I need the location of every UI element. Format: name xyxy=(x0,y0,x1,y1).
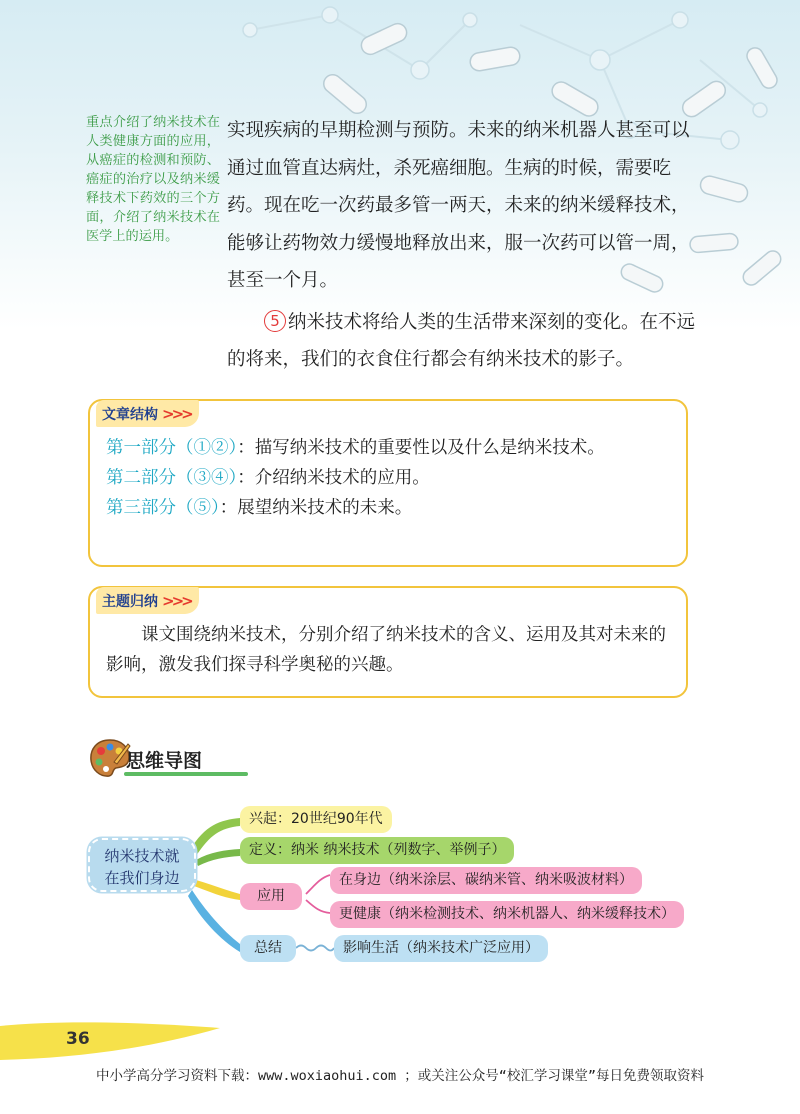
paragraph-4-end: 实现疾病的早期检测与预防。未来的纳米机器人甚至可以通过血管直达病灶，杀死癌细胞。生病的时候，需要吃药。现在吃一次药最多管一两天，未来的纳米缓释技术，能够让药物效力缓慢地释放出来，服一次药可以管一周，甚至一个月。 xyxy=(227,120,690,291)
structure-content xyxy=(106,433,676,523)
mind-map xyxy=(0,790,800,980)
mindmap-header xyxy=(88,736,258,780)
page-number: 36 xyxy=(66,1029,90,1049)
node-healthier: 更健康（纳米检测技术、纳米机器人、纳米缓释技术） xyxy=(330,901,684,928)
node-around-us: 在身边（纳米涂层、碳纳米管、纳米吸波材料） xyxy=(330,867,642,894)
structure-title: 文章结构 xyxy=(102,406,158,423)
structure-part-2 xyxy=(106,463,676,493)
part-1-label: 第一部分（①②） xyxy=(106,438,238,458)
node-summary: 总结 xyxy=(240,935,296,962)
paragraph-5 xyxy=(227,304,697,379)
article-structure-box xyxy=(88,399,688,567)
margin-annotation: 重点介绍了纳米技术在人类健康方面的应用，从癌症的检测和预防、癌症的治疗以及纳米缓释技术下药效的三个方面，介绍了纳米技术在医学上的运用。 xyxy=(86,115,220,244)
theme-text: 课文围绕纳米技术，分别介绍了纳米技术的含义、运用及其对未来的影响，激发我们探寻科学奥秘的兴趣。 xyxy=(106,625,666,675)
theme-summary-box xyxy=(88,586,688,698)
structure-tab xyxy=(96,400,199,427)
part-3-text: ：展望纳米技术的未来。 xyxy=(219,498,413,518)
paragraph-number-5: 5 xyxy=(264,310,286,332)
part-1-text: ：描写纳米技术的重要性以及什么是纳米技术。 xyxy=(237,438,605,458)
theme-tab xyxy=(96,587,199,614)
footer-note: 中小学高分学习资料下载：www.woxiaohui.com ；或关注公众号“校汇学习课堂”每日免费领取资料 xyxy=(95,1068,705,1084)
part-3-label: 第三部分（⑤） xyxy=(106,498,220,518)
triple-chevron-icon: >>> xyxy=(162,404,191,423)
triple-chevron-icon: >>> xyxy=(162,591,191,610)
page-number-band xyxy=(0,1018,240,1062)
mindmap-title: 思维导图 xyxy=(126,750,203,772)
part-2-label: 第二部分（③④） xyxy=(106,468,238,488)
structure-part-1 xyxy=(106,433,676,463)
center-line-1: 纳米技术就 xyxy=(104,847,180,865)
node-definition: 定义：纳米 纳米技术（列数字、举例子） xyxy=(240,837,514,864)
mindmap-center-node xyxy=(88,838,196,892)
node-influence: 影响生活（纳米技术广泛应用） xyxy=(334,935,548,962)
structure-part-3 xyxy=(106,493,676,523)
part-2-text: ：介绍纳米技术的应用。 xyxy=(237,468,430,488)
paragraph-5-text: 纳米技术将给人类的生活带来深刻的变化。在不远的将来，我们的衣食住行都会有纳米技术的影子。 xyxy=(227,311,696,370)
center-line-2: 在我们身边 xyxy=(104,869,180,887)
body-text xyxy=(227,112,697,379)
node-rise: 兴起：20世纪90年代 xyxy=(240,806,392,833)
node-application: 应用 xyxy=(240,883,302,910)
theme-title: 主题归纳 xyxy=(102,593,158,610)
mindmap-title-underline xyxy=(124,772,248,776)
